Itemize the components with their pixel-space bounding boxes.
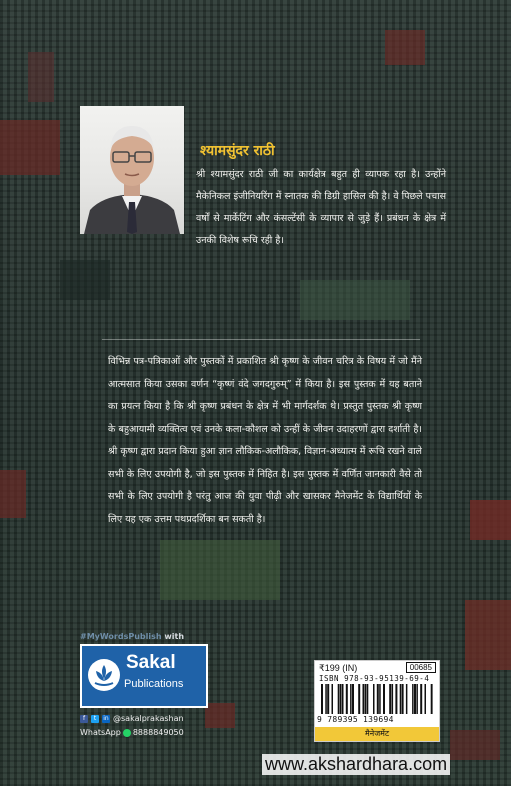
publisher-hashtag [80, 632, 184, 641]
whatsapp-number: 8888849050 [132, 728, 184, 737]
background-red-patch [470, 500, 511, 540]
barcode-digits: 9 789395 139694 [317, 715, 394, 724]
social-links [80, 714, 184, 723]
category-band: मैनेजमेंट [315, 727, 439, 741]
publisher-name: Sakal [126, 652, 176, 673]
price: ₹199 (IN) [319, 663, 358, 673]
background-red-patch [205, 703, 235, 728]
background-red-patch [385, 30, 425, 65]
background-green-patch [300, 280, 410, 320]
barcode-icon [321, 684, 433, 714]
whatsapp-contact [80, 728, 184, 737]
facebook-icon[interactable]: f [80, 715, 88, 723]
background-red-patch [0, 470, 26, 518]
background-red-patch [450, 730, 500, 760]
author-portrait-illustration [80, 106, 184, 234]
hashtag-text: #MyWordsPublish [80, 632, 162, 641]
product-code: 00685 [406, 662, 436, 673]
whatsapp-label: WhatsApp [80, 728, 121, 737]
section-divider [102, 339, 420, 340]
barcode-label [314, 660, 440, 742]
isbn-text: ISBN 978-93-95139-69-4 [319, 674, 430, 683]
publisher-subtitle: Publications [124, 678, 184, 690]
background-dark-patch [60, 260, 110, 300]
book-description: विभिन्न पत्र-पत्रिकाओं और पुस्तकों में प्रकाशित श्री कृष्ण के जीवन चरित्र के विषय में जो मैंने आत्मसात किया उसका वर्णन “कृष्णं वंदे जगदगुरुम्” में किया है। इस पुस्तक में यह बताने का प्रयत्न किया है कि श्री कृष्ण प्रबंधन के क्षेत्र में भी मार्गदर्शक थे। प्रस्तुत पुस्तक श्री कृष्ण के बहुआयामी व्यक्तित्व एवं उनके कला-कौशल को उन्हीं के जीवन उदाहरणों द्वारा दर्शाती है। श्री कृष्ण द्वारा प्रदान किया हुआ ज्ञान लौकिक-अलौकिक, विज्ञान-अध्यात्म में रूचि रखने वाले सभी के लिए उपयोगी है, जो इस पुस्तक में निहित है। इस पुस्तक में वर्णित जानकारी वैसे तो सभी के लिए उपयोगी है परंतु आज की युवा पीढ़ी और खासकर मैनेजमेंट के विद्यार्थियों के लिए यह एक उत्तम पथप्रदर्शिका बन सकती है। [108, 356, 422, 525]
website-url[interactable]: www.akshardhara.com [262, 754, 450, 775]
background-red-patch [465, 600, 511, 670]
whatsapp-icon [123, 729, 131, 737]
background-red-patch [28, 52, 54, 102]
author-bio: श्री श्यामसुंदर राठी जी का कार्यक्षेत्र बहुत ही व्यापक रहा है। उन्होंने मैकेनिकल इंजीनियरिंग में स्नातक की डिग्री हासिल की है। वे पिछले पचास वर्षों से मार्केटिंग और कंसल्टेंसी के व्यापार से जुड़े हैं। प्रबंधन के क्षेत्र में उनकी विशेष रूचि रही है। [196, 169, 446, 246]
social-handle[interactable]: @sakalprakashan [113, 714, 184, 723]
publisher-logo [80, 644, 208, 708]
hashtag-suffix: with [164, 632, 185, 641]
author-name: श्यामसुंदर राठी [200, 143, 275, 159]
lotus-icon [88, 659, 120, 691]
linkedin-icon[interactable]: in [103, 714, 109, 722]
background-green-patch [160, 540, 280, 600]
background-red-patch [0, 120, 60, 175]
twitter-icon[interactable]: t [91, 715, 99, 723]
author-photo [80, 106, 184, 234]
